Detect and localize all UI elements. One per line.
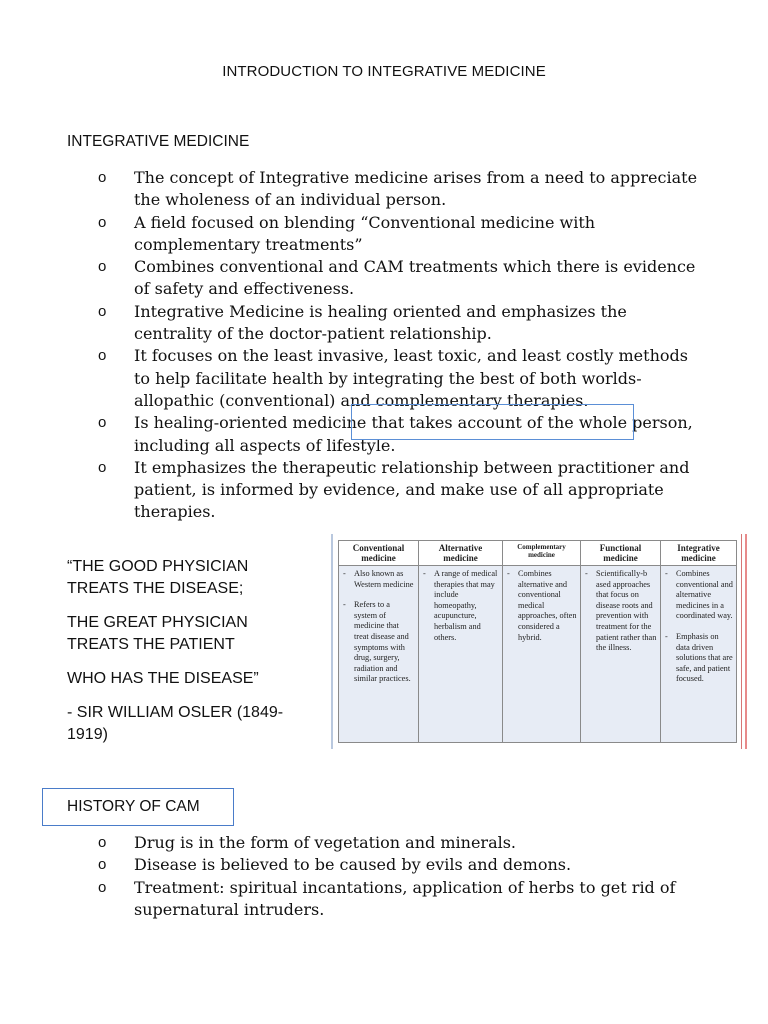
table-header-alternative: Alternative medicine [419, 541, 503, 566]
list-item [0, 167, 768, 212]
bullet-text: It emphasizes the therapeutic relationship between practitioner and patient, is informed by evidence, and make use of all appropriate therapies. [134, 457, 690, 522]
image-edge [741, 534, 742, 749]
table-cell-complementary [503, 566, 581, 743]
table-cell-integrative [661, 566, 737, 743]
cell-item [507, 569, 577, 643]
list-item [0, 877, 768, 922]
table-header-complementary: Complementary medicine [503, 541, 581, 566]
bullet-text: The concept of Integrative medicine arises from a need to appreciate the wholeness of an individual person. [134, 168, 698, 210]
dash-marker: - [343, 600, 346, 610]
cell-text: Emphasis on data driven solutions that are safe, and patient focused. [676, 631, 733, 684]
bullet-text: Is healing-oriented medicine that takes account of the whole person, including all aspects of lifestyle. [134, 413, 693, 455]
dash-marker: - [585, 569, 588, 578]
dash-marker: - [507, 569, 510, 578]
bullet-text: Disease is believed to be caused by evils and demons. [134, 855, 572, 875]
quote-attribution: - SIR WILLIAM OSLER (1849- [67, 704, 284, 721]
dash-marker: - [665, 631, 668, 641]
image-edge [745, 534, 747, 749]
bullet-text: Integrative Medicine is healing oriented and emphasizes the centrality of the doctor-patient relationship. [134, 301, 627, 344]
list-item [0, 457, 768, 524]
dash-marker: - [423, 569, 426, 578]
medicine-comparison-table-image [331, 534, 747, 749]
integrative-medicine-bullet-list [0, 167, 768, 524]
bullet-text: A field focused on blending “Conventional medicine with complementary treatments” [134, 212, 596, 254]
bullet-marker: o [98, 878, 107, 896]
table-header-functional: Functional medicine [581, 541, 661, 566]
page-title: INTRODUCTION TO INTEGRATIVE MEDICINE [222, 63, 546, 80]
cell-item [585, 569, 657, 654]
cell-item [665, 569, 733, 622]
cell-item [665, 632, 733, 685]
cell-item [423, 569, 499, 643]
medicine-comparison-table [338, 540, 737, 743]
cell-text: Refers to a system of medicine that treat disease and symptoms with drug, surgery, radiation and similar practices. [354, 600, 411, 684]
quote-line: TREATS THE DISEASE; [67, 580, 244, 597]
list-item [0, 301, 768, 346]
bullet-text: It focuses on the least invasive, least toxic, and least costly methods to help facilitate health by integrating the best of both worlds- allopathic (conventional) and complementary therapies. [134, 346, 688, 410]
quote-line: TREATS THE PATIENT [67, 636, 235, 653]
bullet-marker: o [98, 834, 107, 851]
bullet-text: Drug is in the form of vegetation and minerals. [134, 833, 517, 852]
list-item [0, 345, 768, 412]
quote-line: WHO HAS THE DISEASE” [67, 670, 259, 687]
bullet-marker: o [98, 414, 107, 432]
bullet-marker: o [98, 458, 107, 476]
list-item [0, 832, 768, 854]
history-of-cam-bullet-list [0, 832, 768, 921]
quote-line: THE GREAT PHYSICIAN [67, 614, 248, 631]
bullet-marker: o [98, 302, 107, 320]
bullet-marker: o [98, 213, 107, 231]
dash-marker: - [343, 569, 346, 578]
cell-item [343, 569, 415, 590]
text-selection-box [351, 404, 634, 440]
table-cell-alternative [419, 566, 503, 743]
table-header-integrative: Integrative medicine [661, 541, 737, 566]
table-header-conventional: Conventional medicine [339, 541, 419, 566]
dash-marker: - [665, 569, 668, 578]
cell-text: Combines conventional and alternative medicines in a coordinated way. [676, 569, 733, 621]
list-item [0, 256, 768, 301]
list-item [0, 854, 768, 876]
bullet-text: Combines conventional and CAM treatments which there is evidence of safety and effectiveness. [134, 257, 696, 299]
list-item [0, 212, 768, 257]
bullet-marker: o [98, 347, 107, 365]
bullet-marker: o [98, 258, 107, 276]
cell-text: A range of medical therapies that may include homeopathy, acupuncture, herbalism and others. [434, 569, 498, 642]
bullet-marker: o [98, 169, 107, 186]
image-edge [331, 534, 333, 749]
bullet-text: Treatment: spiritual incantations, application of herbs to get rid of supernatural intruders. [134, 877, 676, 919]
section-heading-history-of-cam: HISTORY OF CAM [67, 798, 200, 815]
section-heading-integrative-medicine: INTEGRATIVE MEDICINE [67, 133, 250, 150]
cell-text: Combines alternative and conventional medical approaches, often considered a hybrid. [518, 569, 577, 642]
cell-text: Scientifically-b ased approaches that focus on disease roots and prevention with treatment for the patient rather than the illness. [596, 569, 657, 653]
cell-item [343, 600, 415, 685]
quote-line: “THE GOOD PHYSICIAN [67, 558, 249, 575]
table-cell-functional [581, 566, 661, 743]
cell-text: Also known as Western medicine [354, 569, 414, 589]
quote-attribution: 1919) [67, 726, 108, 743]
table-cell-conventional [339, 566, 419, 743]
osler-quote [67, 556, 283, 746]
bullet-marker: o [98, 856, 107, 874]
